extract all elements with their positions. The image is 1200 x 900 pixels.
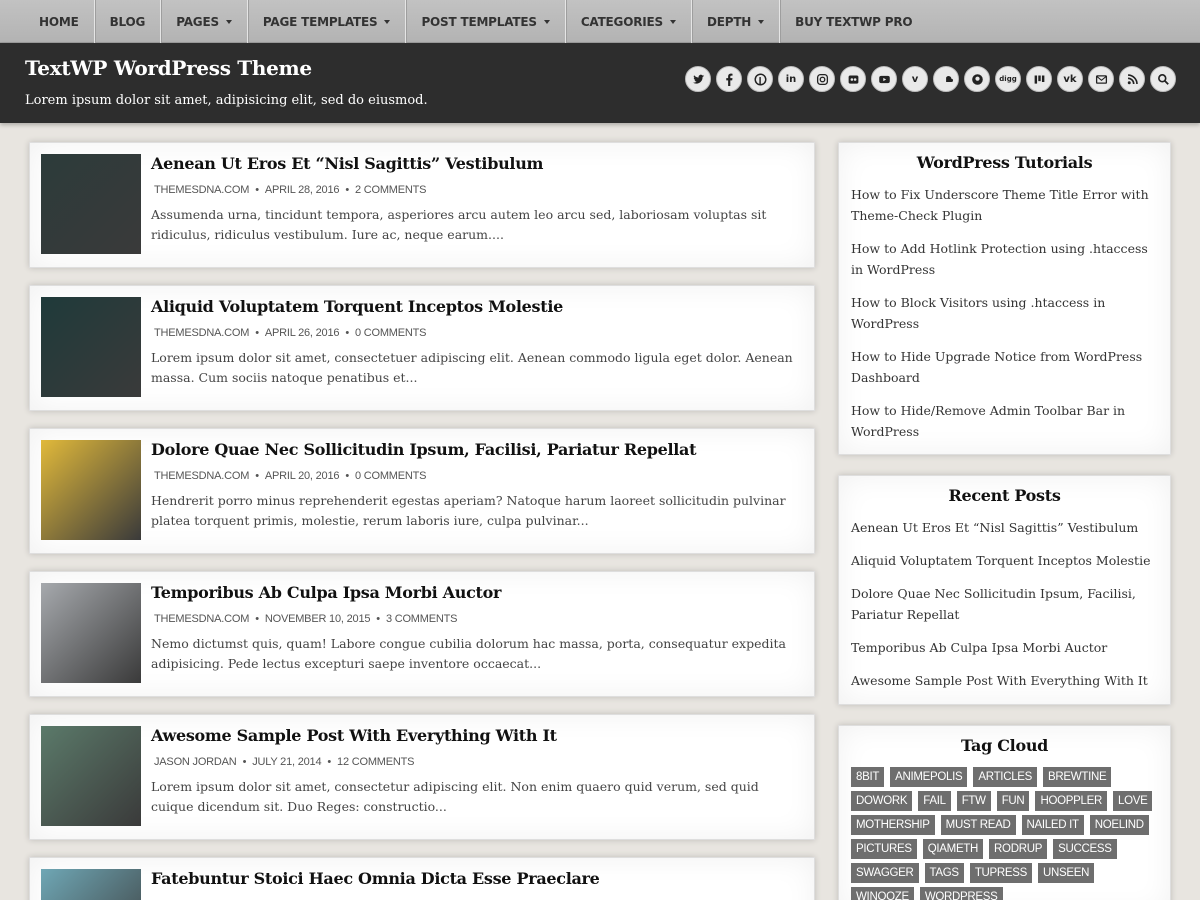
vk-icon[interactable]: vk xyxy=(1057,66,1083,92)
post-author[interactable]: JASON JORDAN xyxy=(154,756,237,768)
widget-title: Recent Posts xyxy=(948,486,1061,505)
tag-articles[interactable]: ARTICLES xyxy=(973,767,1037,787)
tag-brewtine[interactable]: BREWTINE xyxy=(1043,767,1111,787)
site-header xyxy=(0,43,1200,123)
post-meta xyxy=(154,470,426,482)
post-thumbnail[interactable] xyxy=(41,154,141,254)
tag-unseen[interactable]: UNSEEN xyxy=(1038,863,1094,883)
post-excerpt: Hendrerit porro minus reprehenderit egestas aperiam? Natoque harum laoreet sollicitudin pulvinar platea torquent primis, molestie, rerum laboris iure, culpa pulvinar... xyxy=(151,493,786,528)
tag-fun[interactable]: FUN xyxy=(997,791,1030,811)
tag-tupress[interactable]: TUPRESS xyxy=(970,863,1032,883)
post-title[interactable]: Awesome Sample Post With Everything With It xyxy=(151,726,557,745)
widget-link[interactable]: How to Hide Upgrade Notice from WordPress Dashboard xyxy=(851,349,1143,385)
post-author[interactable]: THEMESDNA.COM xyxy=(154,470,250,482)
post-card xyxy=(29,571,815,697)
tag-noelind[interactable]: NOELIND xyxy=(1090,815,1149,835)
nav-item-home[interactable] xyxy=(24,0,95,43)
site-title[interactable]: TextWP WordPress Theme xyxy=(25,56,312,80)
widget-link[interactable]: How to Hide/Remove Admin Toolbar Bar in WordPress xyxy=(851,403,1126,439)
soundcloud-icon[interactable] xyxy=(933,66,959,92)
widget-link[interactable]: Dolore Quae Nec Sollicitudin Ipsum, Facilisi, Pariatur Repellat xyxy=(851,586,1136,622)
tag-swagger[interactable]: SWAGGER xyxy=(851,863,919,883)
widget-link[interactable]: How to Fix Underscore Theme Title Error with Theme-Check Plugin xyxy=(851,187,1149,223)
nav-item-page-templates[interactable] xyxy=(248,0,407,43)
post-excerpt: Assumenda urna, tincidunt tempora, asperiores arcu autem leo arcu sed, laboriosam voluptas sit ridiculus, ridiculus vestibulum. Iure ac, neque earum.... xyxy=(151,207,767,242)
tag-dowork[interactable]: DOWORK xyxy=(851,791,912,811)
chevron-down-icon xyxy=(384,20,390,24)
separator: • xyxy=(255,470,259,482)
nav-item-label: PAGE TEMPLATES xyxy=(262,14,378,29)
post-meta xyxy=(154,756,414,768)
post-author[interactable]: THEMESDNA.COM xyxy=(154,184,250,196)
nav-item-depth[interactable] xyxy=(692,0,780,43)
tag-wordpress[interactable]: WORDPRESS xyxy=(920,887,1003,900)
tag-qiameth[interactable]: QIAMETH xyxy=(923,839,983,859)
widget-tag-cloud xyxy=(838,725,1171,900)
nav-item-label: DEPTH xyxy=(706,14,752,29)
github-icon[interactable] xyxy=(964,66,990,92)
post-comments[interactable]: 3 COMMENTS xyxy=(385,613,458,625)
post-meta xyxy=(154,327,426,339)
chevron-down-icon xyxy=(226,20,232,24)
post-title[interactable]: Dolore Quae Nec Sollicitudin Ipsum, Facilisi, Pariatur Repellat xyxy=(151,440,697,459)
youtube-icon[interactable] xyxy=(871,66,897,92)
vimeo-icon[interactable]: v xyxy=(902,66,928,92)
tag-rodrup[interactable]: RODRUP xyxy=(989,839,1047,859)
widget-link[interactable]: Aenean Ut Eros Et “Nisl Sagittis” Vestibulum xyxy=(851,520,1139,535)
post-comments[interactable]: 0 COMMENTS xyxy=(354,470,427,482)
tag-list xyxy=(851,767,1158,900)
twitter-icon[interactable] xyxy=(685,66,711,92)
post-title[interactable]: Fatebuntur Stoici Haec Omnia Dicta Esse Praeclare xyxy=(151,869,600,888)
nav-item-categories[interactable] xyxy=(566,0,692,43)
post-meta xyxy=(154,184,426,196)
tag-success[interactable]: SUCCESS xyxy=(1053,839,1117,859)
tag-pictures[interactable]: PICTURES xyxy=(851,839,917,859)
nav-item-label: PAGES xyxy=(176,14,219,29)
separator: • xyxy=(255,327,259,339)
post-thumbnail[interactable] xyxy=(41,583,141,683)
post-meta xyxy=(154,613,457,625)
post-thumbnail[interactable] xyxy=(41,869,141,900)
post-thumbnail[interactable] xyxy=(41,726,141,826)
nav-item-label: BLOG xyxy=(109,14,146,29)
linkedin-icon[interactable]: in xyxy=(778,66,804,92)
nav-item-label: CATEGORIES xyxy=(580,14,663,29)
search-icon[interactable] xyxy=(1150,66,1176,92)
tag-hooppler[interactable]: HOOPPLER xyxy=(1035,791,1107,811)
tag-winooze[interactable]: WINOOZE xyxy=(851,887,914,900)
separator: • xyxy=(242,756,247,768)
separator: • xyxy=(255,613,259,625)
post-title[interactable]: Temporibus Ab Culpa Ipsa Morbi Auctor xyxy=(151,583,502,602)
nav-item-label: POST TEMPLATES xyxy=(421,14,537,29)
post-title[interactable]: Aenean Ut Eros Et “Nisl Sagittis” Vestibulum xyxy=(151,154,544,173)
post-excerpt: Lorem ipsum dolor sit amet, consectetuer adipiscing elit. Aenean commodo ligula eget dolor. Aenean massa. Cum sociis natoque penatibus et... xyxy=(151,350,793,385)
widget-link[interactable]: Aliquid Voluptatem Torquent Inceptos Molestie xyxy=(851,553,1151,568)
separator: • xyxy=(327,756,332,768)
nav-item-blog[interactable] xyxy=(95,0,162,43)
tag-8bit[interactable]: 8BIT xyxy=(851,767,884,787)
post-date[interactable]: APRIL 26, 2016 xyxy=(264,327,340,339)
post-comments[interactable]: 12 COMMENTS xyxy=(337,756,415,768)
widget-link[interactable]: How to Block Visitors using .htaccess in WordPress xyxy=(851,295,1106,331)
post-author[interactable]: THEMESDNA.COM xyxy=(154,613,250,625)
post-card xyxy=(29,714,815,840)
facebook-icon[interactable] xyxy=(716,66,742,92)
separator: • xyxy=(345,327,349,339)
widget-wordpress-tutorials xyxy=(838,142,1171,455)
post-card xyxy=(29,857,815,900)
post-comments[interactable]: 2 COMMENTS xyxy=(354,184,427,196)
post-title[interactable]: Aliquid Voluptatem Torquent Inceptos Molestie xyxy=(151,297,564,316)
post-card xyxy=(29,428,815,554)
tag-animepolis[interactable]: ANIMEPOLIS xyxy=(890,767,967,787)
post-date[interactable]: NOVEMBER 10, 2015 xyxy=(264,613,371,625)
post-date[interactable]: APRIL 28, 2016 xyxy=(264,184,340,196)
widget-link[interactable]: Awesome Sample Post With Everything With It xyxy=(851,673,1148,688)
top-navigation xyxy=(0,0,1200,43)
pinterest-icon[interactable] xyxy=(747,66,773,92)
post-card xyxy=(29,285,815,411)
site-description: Lorem ipsum dolor sit amet, adipisicing elit, sed do eiusmod. xyxy=(25,93,428,108)
post-excerpt: Nemo dictumst quis, quam! Labore congue cubilia dolorum hac massa, porta, consequatur expedita adipisicing. Pede lectus excepturi saepe inventore occaecat... xyxy=(151,636,786,671)
nav-item-label: BUY TEXTWP PRO xyxy=(795,14,913,29)
post-comments[interactable]: 0 COMMENTS xyxy=(354,327,427,339)
tag-nailed-it[interactable]: NAILED IT xyxy=(1022,815,1084,835)
post-date[interactable]: APRIL 20, 2016 xyxy=(264,470,340,482)
nav-item-post-templates[interactable] xyxy=(406,0,565,43)
widget-link[interactable]: How to Add Hotlink Protection using .htaccess in WordPress xyxy=(851,241,1148,277)
chevron-down-icon xyxy=(544,20,550,24)
digg-icon[interactable]: digg xyxy=(995,66,1021,92)
tag-fail[interactable]: FAIL xyxy=(918,791,950,811)
post-author[interactable]: THEMESDNA.COM xyxy=(154,327,250,339)
tag-mothership[interactable]: MOTHERSHIP xyxy=(851,815,935,835)
chevron-down-icon xyxy=(758,20,764,24)
separator: • xyxy=(345,184,349,196)
rss-icon[interactable] xyxy=(1119,66,1145,92)
widget-recent-posts xyxy=(838,475,1171,705)
widget-title: Tag Cloud xyxy=(960,736,1049,755)
separator: • xyxy=(345,470,349,482)
post-date[interactable]: JULY 21, 2014 xyxy=(252,756,322,768)
post-excerpt: Lorem ipsum dolor sit amet, consectetur adipiscing elit. Non enim quaero quid verum, sed quid cuique dicendum sit. Duo Reges: constructio... xyxy=(151,779,759,814)
post-thumbnail[interactable] xyxy=(41,297,141,397)
post-card xyxy=(29,142,815,268)
flickr-icon[interactable] xyxy=(840,66,866,92)
email-icon[interactable] xyxy=(1088,66,1114,92)
tag-tags[interactable]: TAGS xyxy=(925,863,964,883)
widget-title: WordPress Tutorials xyxy=(916,153,1093,172)
instagram-icon[interactable] xyxy=(809,66,835,92)
tag-love[interactable]: LOVE xyxy=(1113,791,1152,811)
separator: • xyxy=(255,184,259,196)
social-icons xyxy=(685,66,1176,92)
post-thumbnail[interactable] xyxy=(41,440,141,540)
nav-item-label: HOME xyxy=(39,14,79,29)
nav-item-pages[interactable] xyxy=(161,0,248,43)
separator: • xyxy=(376,613,380,625)
mix-icon[interactable] xyxy=(1026,66,1052,92)
tag-must-read[interactable]: MUST READ xyxy=(941,815,1016,835)
chevron-down-icon xyxy=(670,20,676,24)
nav-item-buy-textwp-pro[interactable] xyxy=(780,0,927,43)
tag-ftw[interactable]: FTW xyxy=(957,791,991,811)
widget-link[interactable]: Temporibus Ab Culpa Ipsa Morbi Auctor xyxy=(851,640,1108,655)
